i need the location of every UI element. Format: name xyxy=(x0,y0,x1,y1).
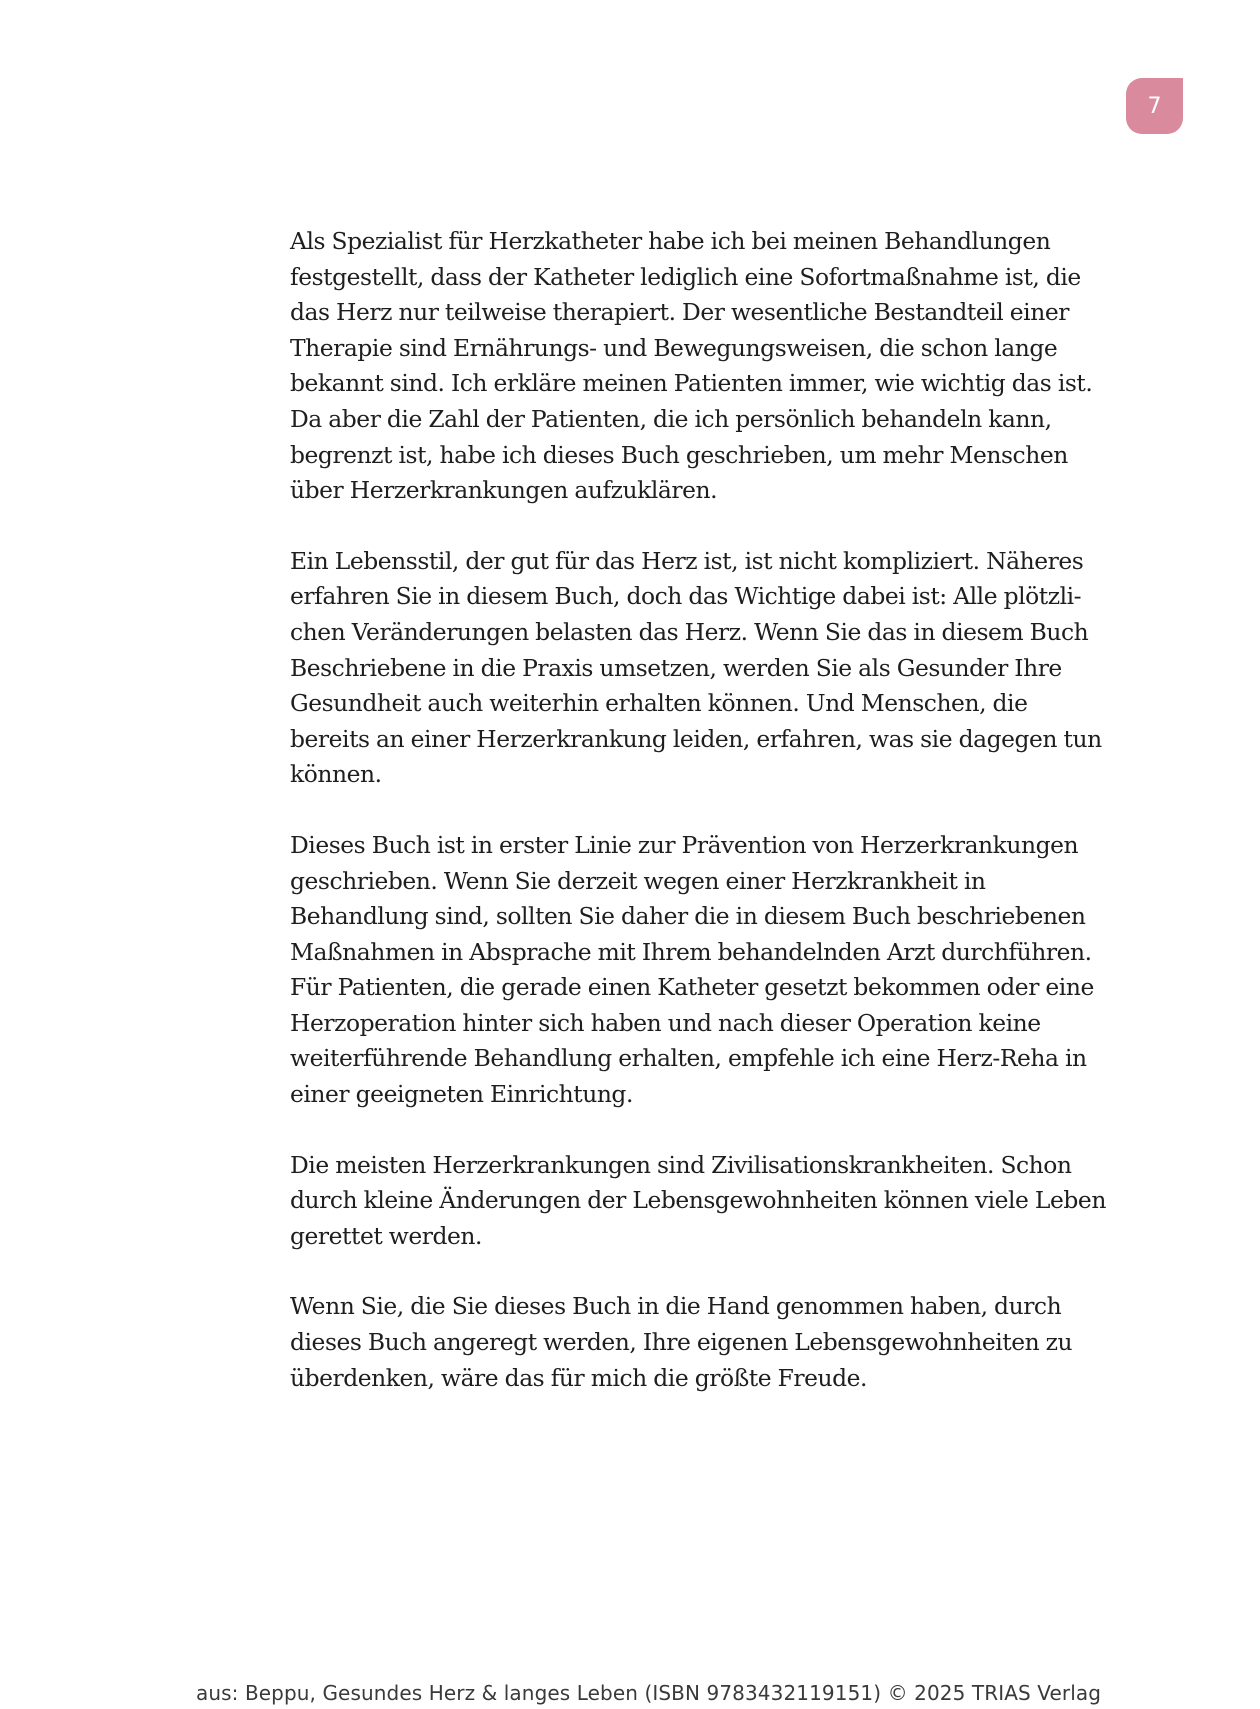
body-text xyxy=(290,224,1106,1431)
paragraph-5: Wenn Sie, die Sie dieses Buch in die Hand genommen haben, durch dieses Buch angeregt werden, Ihre eigenen Lebensgewohnheiten zu überdenken, wäre das für mich die größte Freude. xyxy=(290,1292,1073,1392)
footer-credit: aus: Beppu, Gesundes Herz & langes Leben (ISBN 9783432119151) © 2025 TRIAS Verlag xyxy=(196,1681,1102,1705)
paragraph-1: Als Spezialist für Herzkatheter habe ich bei meinen Behandlungen festgestellt, dass der Katheter lediglich eine Sofortmaßnahme ist, die das Herz nur teilweise therapiert. Der wesentliche Bestandteil einer Therapie sind Ernährungs- und Bewegungsweisen, die schon lange bekannt sind. Ich erkläre meinen Patienten immer, wie wichtig das ist. Da aber die Zahl der Patienten, die ich persönlich behandeln kann, begrenzt ist, habe ich dieses Buch geschrieben, um mehr Menschen über Herzerkrankungen aufzuklären. xyxy=(290,227,1093,505)
paragraph-4: Die meisten Herzerkrankungen sind Zivilisationskrankheiten. Schon durch kleine Änderungen der Lebensgewohnheiten können viele Leben gerettet werden. xyxy=(290,1150,1106,1250)
page-number-badge xyxy=(1126,78,1183,134)
paragraph-2: Ein Lebensstil, der gut für das Herz ist, ist nicht kompliziert. Näheres erfahren Sie in diesem Buch, doch das Wichtige dabei ist: Alle plötzlichen Veränderungen belasten das Herz. Wenn Sie das in diesem Buch Beschriebene in die Praxis umsetzen, werden Sie als Gesunder Ihre Gesundheit auch weiterhin erhalten können. Und Menschen, die bereits an einer Herzerkrankung leiden, erfahren, was sie dagegen tun können. xyxy=(290,546,1102,789)
paragraph-3: Dieses Buch ist in erster Linie zur Prävention von Herzerkrankungen geschrieben. Wenn Sie derzeit wegen einer Herzkrankheit in Behandlung sind, sollten Sie daher die in diesem Buch beschriebenen Maßnahmen in Absprache mit Ihrem behandelnden Arzt durchführen. Für Patienten, die gerade einen Katheter gesetzt bekommen oder eine Herzoperation hinter sich haben und nach dieser Operation keine weiterführende Behandlung erhalten, empfehle ich eine Herz-Reha in einer geeigneten Einrichtung. xyxy=(290,830,1094,1109)
page-number: 7 xyxy=(1147,93,1162,119)
